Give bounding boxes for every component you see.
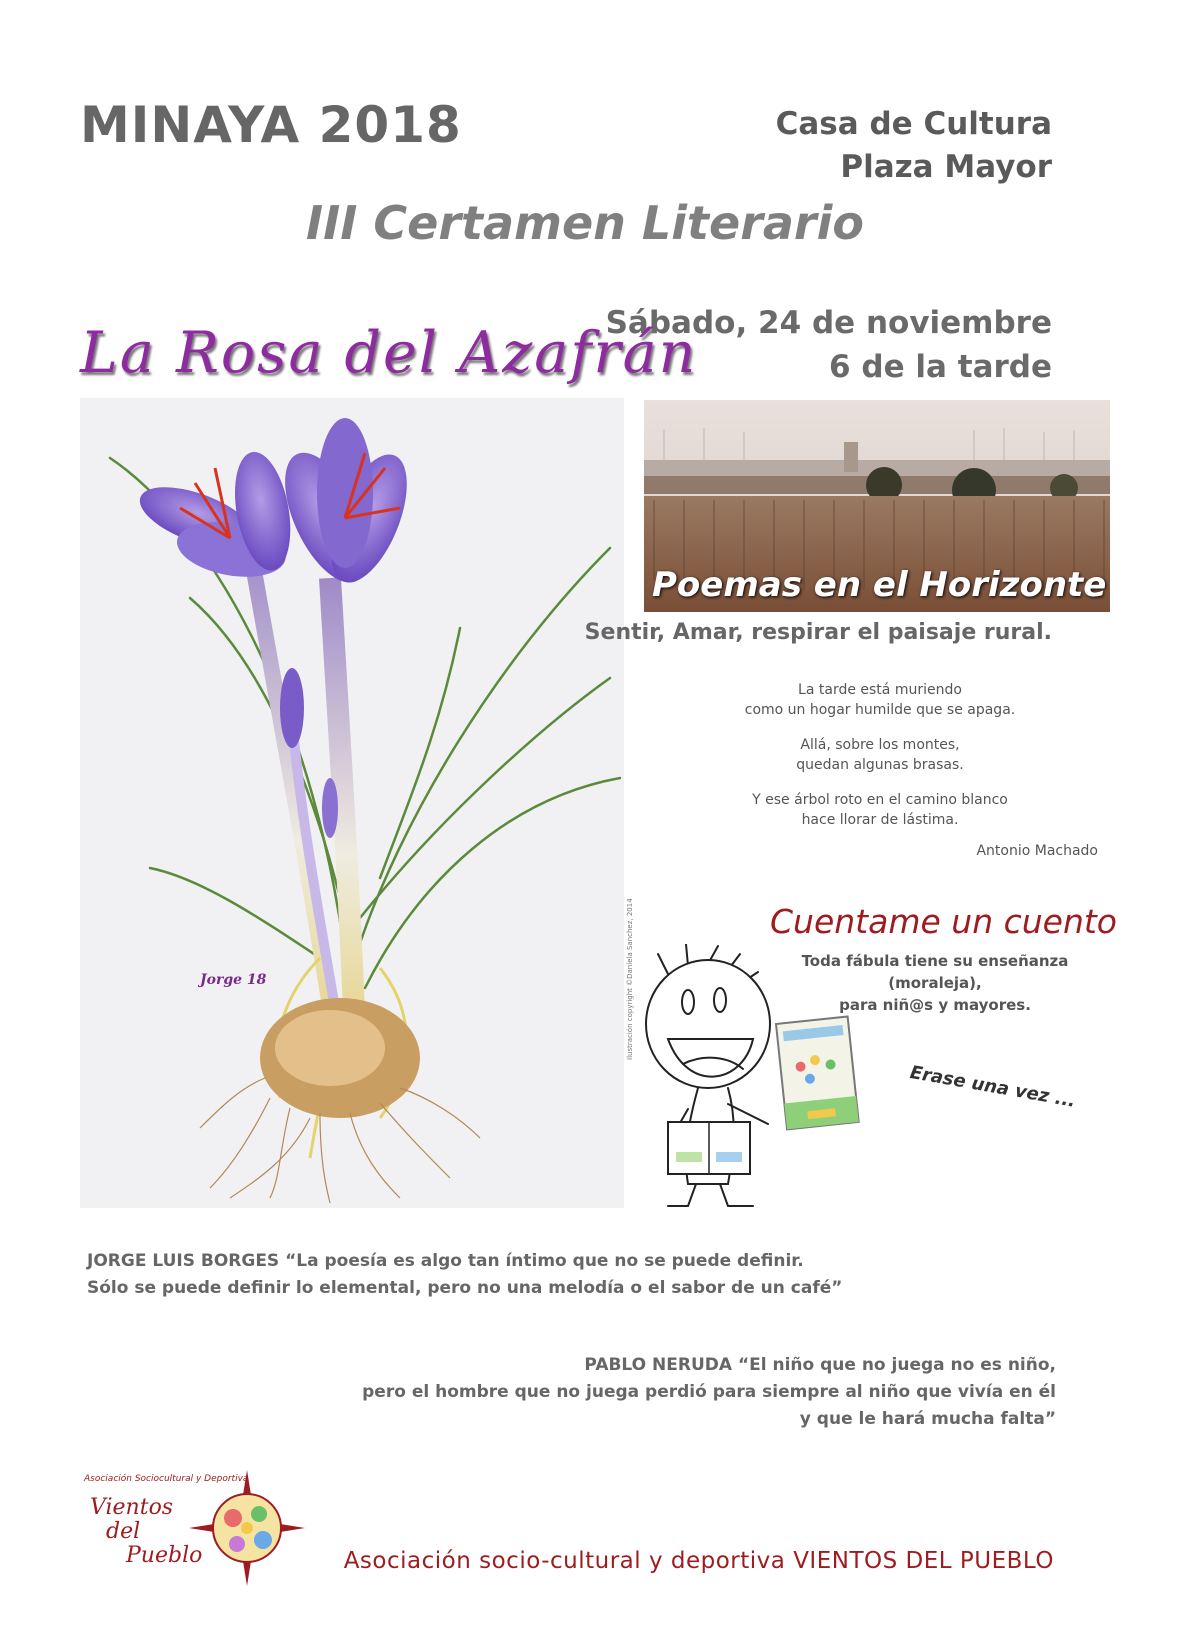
event-subtitle: III Certamen Literario — [306, 196, 864, 250]
venue — [776, 103, 1052, 189]
borges-quote — [87, 1248, 842, 1302]
poem-stanza — [700, 735, 1060, 775]
vientos-del-pueblo-logo — [82, 1466, 314, 1586]
poem-line: La tarde está muriendo — [798, 682, 962, 698]
poem-line: como un hogar humilde que se apaga. — [744, 702, 1016, 718]
poem-line: quedan algunas brasas. — [796, 757, 964, 773]
logo-label: Asociación Sociocultural y Deportiva — [84, 1474, 249, 1484]
photo-credit: Jorge 18 — [200, 972, 267, 988]
logo-name-1: Vientos — [90, 1495, 174, 1520]
saffron-flower-photo — [80, 398, 624, 1208]
rosa-title: La Rosa del Azafrán — [80, 320, 698, 386]
poem-stanza — [700, 790, 1060, 830]
poem-line: Y ese árbol roto en el camino blanco — [752, 792, 1008, 808]
neruda-quote — [362, 1352, 1056, 1433]
poem-stanza — [700, 680, 1060, 720]
cuento-title: Cuentame un cuento — [770, 902, 1117, 941]
cuento-desc-line-1: Toda fábula tiene su enseñanza (moraleja), — [801, 952, 1069, 992]
venue-line-2: Plaza Mayor — [840, 149, 1052, 185]
quote-line: Sólo se puede definir lo elemental, pero no una melodía o el sabor de un café” — [87, 1278, 843, 1298]
logo-name-3: Pueblo — [126, 1543, 203, 1568]
quote-line: PABLO NERUDA “El niño que no juega no es niño, — [584, 1355, 1056, 1375]
quote-line: pero el hombre que no juega perdió para siempre al niño que vivía en él — [362, 1382, 1056, 1402]
association-name: Asociación socio-cultural y deportiva VIENTOS DEL PUEBLO — [343, 1548, 1054, 1574]
poster-title: MINAYA 2018 — [80, 96, 462, 154]
child-drawing-illustration — [628, 944, 898, 1214]
venue-line-1: Casa de Cultura — [775, 106, 1052, 142]
landscape-caption: Poemas en el Horizonte — [652, 565, 1107, 605]
cuento-desc-line-2: para niñ@s y mayores. — [839, 996, 1031, 1014]
date-line-2: 6 de la tarde — [829, 349, 1052, 385]
poem-author: Antonio Machado — [976, 843, 1098, 859]
poem-line: hace llorar de lástima. — [801, 812, 959, 828]
child-reading-drawing — [628, 944, 898, 1214]
quote-line: JORGE LUIS BORGES “La poesía es algo tan íntimo que no se puede definir. — [87, 1251, 804, 1271]
machado-poem — [700, 680, 1060, 845]
date-line-1: Sábado, 24 de noviembre — [605, 305, 1052, 341]
poem-tagline: Sentir, Amar, respirar el paisaje rural. — [584, 620, 1052, 645]
erase-una-vez-text: Erase una vez ... — [908, 1062, 1078, 1112]
quote-line: y que le hará mucha falta” — [799, 1409, 1056, 1429]
saffron-flower-illustration — [80, 398, 624, 1208]
poem-line: Allá, sobre los montes, — [800, 737, 960, 753]
logo-name-2: del — [106, 1519, 141, 1544]
illustration-copyright: Ilustración copyright ©Daniela Sanchez, 2014 — [626, 898, 634, 1060]
